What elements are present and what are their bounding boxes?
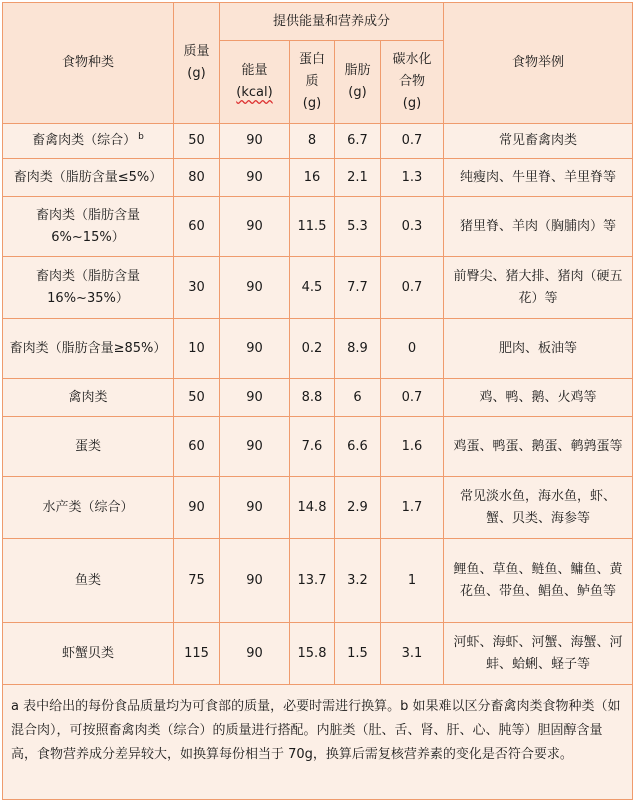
- category-text: 畜禽肉类（综合）: [32, 133, 137, 148]
- carb-cell: 0.7: [381, 257, 444, 319]
- category-cell: 虾蟹贝类: [3, 623, 174, 685]
- carb-cell: 1.3: [381, 159, 444, 197]
- fat-cell: 6: [335, 379, 381, 417]
- header-row-1: [3, 3, 633, 41]
- category-cell: 禽肉类: [3, 379, 174, 417]
- header-energy: [220, 41, 290, 124]
- mass-cell: 50: [174, 124, 220, 159]
- mass-cell: 30: [174, 257, 220, 319]
- carb-cell: 0.3: [381, 197, 444, 257]
- carb-cell: 0.7: [381, 124, 444, 159]
- protein-cell: 15.8: [290, 623, 335, 685]
- examples-cell: 纯瘦肉、牛里脊、羊里脊等: [444, 159, 633, 197]
- food-exchange-table: [2, 2, 633, 800]
- protein-cell: 11.5: [290, 197, 335, 257]
- examples-cell: 鸡、鸭、鹅、火鸡等: [444, 379, 633, 417]
- fat-cell: 2.1: [335, 159, 381, 197]
- examples-cell: 常见淡水鱼，海水鱼，虾、蟹、贝类、海参等: [444, 477, 633, 539]
- carb-cell: 0: [381, 319, 444, 379]
- header-protein-label-1: 蛋白: [298, 52, 325, 67]
- header-energy-unit: (kcal): [236, 85, 273, 100]
- protein-cell: 0.2: [290, 319, 335, 379]
- header-nutrition-group: 提供能量和营养成分: [220, 3, 444, 41]
- examples-cell: 鲤鱼、草鱼、鲢鱼、鳙鱼、黄花鱼、带鱼、鲳鱼、鲈鱼等: [444, 539, 633, 623]
- fat-cell: 8.9: [335, 319, 381, 379]
- energy-cell: 90: [220, 417, 290, 477]
- fat-cell: 7.7: [335, 257, 381, 319]
- energy-cell: 90: [220, 379, 290, 417]
- header-protein-label-2: 质: [305, 74, 319, 89]
- mass-cell: 80: [174, 159, 220, 197]
- table-row: [3, 197, 633, 257]
- carb-cell: 1.6: [381, 417, 444, 477]
- protein-cell: 16: [290, 159, 335, 197]
- header-protein: [290, 41, 335, 124]
- examples-cell: 猪里脊、羊肉（胸脯肉）等: [444, 197, 633, 257]
- mass-cell: 90: [174, 477, 220, 539]
- table-row: [3, 379, 633, 417]
- carb-cell: 1: [381, 539, 444, 623]
- mass-cell: 10: [174, 319, 220, 379]
- protein-cell: 14.8: [290, 477, 335, 539]
- footnote: a 表中给出的每份食品质量均为可食部的质量，必要时需进行换算。b 如果难以区分畜禽肉类食物种类（如混合肉），可按照畜禽肉类（综合）的质量进行搭配。内脏类（肚、舌、肾、肝、心、肫等）胆固醇含量高，食物营养成分差异较大，如换算每份相当于 70g，换算后需复核营养素的变化是否符合要求。: [3, 685, 633, 800]
- mass-cell: 50: [174, 379, 220, 417]
- table-row: [3, 417, 633, 477]
- header-mass: [174, 3, 220, 124]
- energy-cell: 90: [220, 539, 290, 623]
- examples-cell: 常见畜禽肉类: [444, 124, 633, 159]
- table-row: [3, 623, 633, 685]
- energy-cell: 90: [220, 159, 290, 197]
- fat-cell: 6.7: [335, 124, 381, 159]
- category-cell: [3, 124, 174, 159]
- category-cell: 畜肉类（脂肪含量6%~15%）: [3, 197, 174, 257]
- header-fat: [335, 41, 381, 124]
- energy-cell: 90: [220, 623, 290, 685]
- examples-cell: 鸡蛋、鸭蛋、鹅蛋、鹌鹑蛋等: [444, 417, 633, 477]
- fat-cell: 6.6: [335, 417, 381, 477]
- fat-cell: 1.5: [335, 623, 381, 685]
- examples-cell: 河虾、海虾、河蟹、海蟹、河蚌、蛤蜊、蛏子等: [444, 623, 633, 685]
- energy-cell: 90: [220, 257, 290, 319]
- energy-cell: 90: [220, 124, 290, 159]
- examples-cell: 前臀尖、猪大排、猪肉（硬五花）等: [444, 257, 633, 319]
- fat-cell: 5.3: [335, 197, 381, 257]
- table-row: [3, 257, 633, 319]
- mass-cell: 75: [174, 539, 220, 623]
- header-carb: [381, 41, 444, 124]
- category-cell: 蛋类: [3, 417, 174, 477]
- category-cell: 畜肉类（脂肪含量≥85%）: [3, 319, 174, 379]
- header-carb-label-2: 合物: [399, 74, 426, 89]
- category-cell: 鱼类: [3, 539, 174, 623]
- category-cell: 畜肉类（脂肪含量≤5%）: [3, 159, 174, 197]
- protein-cell: 13.7: [290, 539, 335, 623]
- fat-cell: 3.2: [335, 539, 381, 623]
- table-row: [3, 319, 633, 379]
- energy-cell: 90: [220, 319, 290, 379]
- header-fat-label: 脂肪: [344, 63, 371, 78]
- mass-cell: 60: [174, 197, 220, 257]
- header-carb-label-1: 碳水化: [392, 52, 432, 67]
- header-carb-unit: (g): [402, 96, 422, 111]
- table-row: [3, 124, 633, 159]
- energy-cell: 90: [220, 197, 290, 257]
- header-examples: 食物举例: [444, 3, 633, 124]
- header-fat-unit: (g): [348, 85, 367, 100]
- table-row: [3, 539, 633, 623]
- examples-cell: 肥肉、板油等: [444, 319, 633, 379]
- footnote-row: [3, 685, 633, 800]
- energy-cell: 90: [220, 477, 290, 539]
- mass-cell: 115: [174, 623, 220, 685]
- category-cell: 畜肉类（脂肪含量16%~35%）: [3, 257, 174, 319]
- header-energy-label: 能量: [241, 63, 268, 78]
- header-protein-unit: (g): [302, 96, 322, 111]
- category-cell: 水产类（综合）: [3, 477, 174, 539]
- table-row: [3, 159, 633, 197]
- table-row: [3, 477, 633, 539]
- header-mass-label: 质量: [183, 44, 210, 59]
- header-mass-unit: (g): [187, 66, 206, 81]
- protein-cell: 8: [290, 124, 335, 159]
- protein-cell: 4.5: [290, 257, 335, 319]
- carb-cell: 3.1: [381, 623, 444, 685]
- mass-cell: 60: [174, 417, 220, 477]
- footnote-marker: b: [138, 131, 144, 142]
- carb-cell: 0.7: [381, 379, 444, 417]
- protein-cell: 8.8: [290, 379, 335, 417]
- fat-cell: 2.9: [335, 477, 381, 539]
- protein-cell: 7.6: [290, 417, 335, 477]
- carb-cell: 1.7: [381, 477, 444, 539]
- header-category: 食物种类: [3, 3, 174, 124]
